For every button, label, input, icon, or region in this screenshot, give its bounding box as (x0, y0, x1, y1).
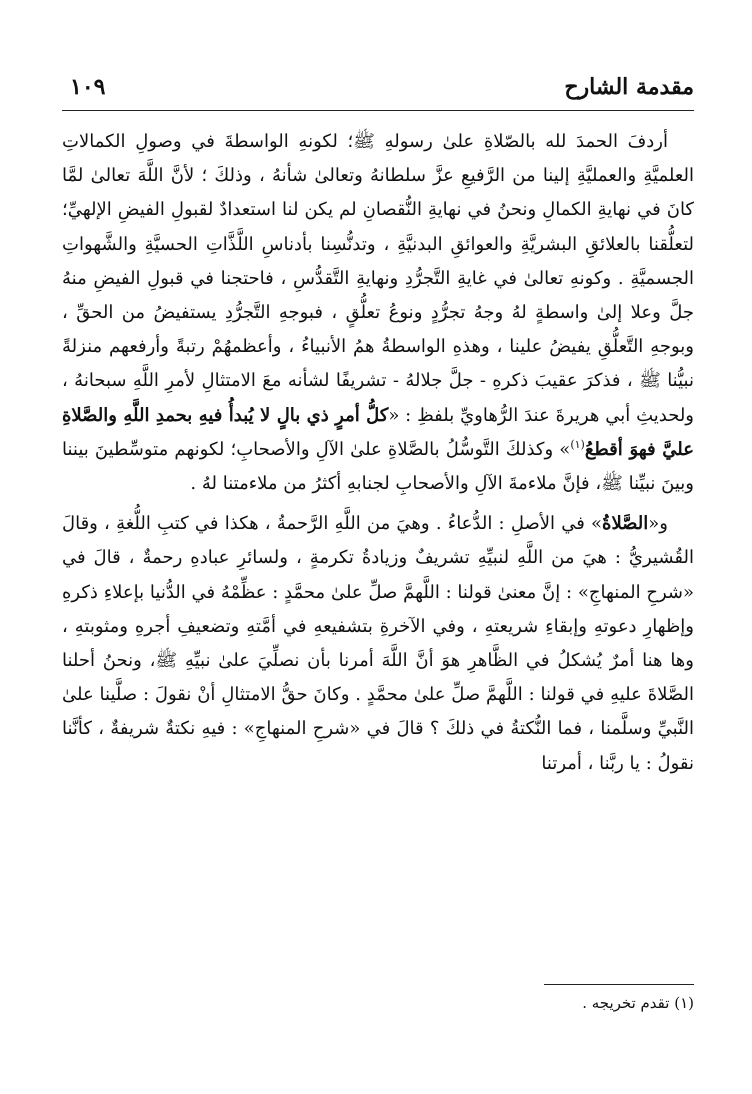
page-number: ١٠٩ (70, 74, 106, 100)
page-header (62, 70, 694, 111)
term-salah: الصَّلاةُ (602, 513, 649, 535)
chapter-title: مقدمة الشارح (564, 74, 694, 100)
paragraph-2-open-quote: و« (648, 513, 668, 535)
footnote-divider (544, 984, 694, 985)
paragraph-2-text: » في الأصلِ : الدُّعاءُ . وهيَ من اللَّهِ الرَّحمةُ ، هكذا في كتبِ اللُّغةِ ، وقالَ القُشيريُّ : هيَ من اللَّهِ لنبيِّهِ تشريفٌ وزيادةُ تكرمةٍ ، ولسائرِ عبادهِ رحمةٌ ، قالَ في «شرحِ المنهاجِ» : إنَّ معنىٰ قولنا : اللَّهمَّ صلِّ علىٰ محمَّدٍ : عظِّمْهُ في الدُّنيا بإعلاءِ ذكرهِ وإظهارِ دعوتهِ وإبقاءِ شريعتهِ ، وفي الآخرةِ بتشفيعهِ في أمَّتهِ وتضعيفِ أجرهِ ومثوبتهِ ، وها هنا أمرٌ يُشكلُ في الظَّاهرِ هوَ أنَّ اللَّهَ أمرنا بأن نصلِّيَ علىٰ نبيِّهِ ﷺ، ونحنُ أحلنا الصَّلاةَ عليهِ في قولنا : اللَّهمَّ صلِّ علىٰ محمَّدٍ . وكانَ حقُّ الامتثالِ أنْ نقولَ : صلَّينا علىٰ النَّبيِّ وسلَّمنا ، فما النُّكتةُ في ذلكَ ؟ قالَ في «شرحِ المنهاجِ» : فيهِ نكتةٌ شريفةٌ ، كأنَّنا نقولُ : يا ربَّنا ، أمرتنا (62, 513, 694, 774)
book-page (62, 70, 694, 1070)
paragraph-1 (62, 125, 694, 501)
main-text (62, 125, 694, 781)
hadith-quote: كلُّ أمرٍ ذي بالٍ لا يُبدأُ فيهِ بحمدِ اللَّهِ والصَّلاةِ عليَّ فهوَ أقطعُ (62, 404, 694, 460)
paragraph-1-text: أردفَ الحمدَ لله بالصّلاةِ علىٰ رسولهِ ﷺ؛ لكونهِ الواسطةَ في وصولِ الكمالاتِ العلميَّةِ والعمليَّةِ إلينا من الرَّفيعِ عزَّ سلطانهُ وتعالىٰ شأنهُ ، وذلكَ ؛ لأنَّ اللَّهَ تعالىٰ لمَّا كانَ في نهايةِ الكمالِ ونحنُ في نهايةِ النُّقصانِ لم يكن لنا استعدادٌ لقبولِ الفيضِ الإلهيِّ؛ لتعلُّقنا بالعلائقِ البشريَّةِ والعوائقِ البدنيَّةِ ، وتدنُّسِنا بأدناسِ اللَّذَّاتِ الحسيَّةِ والشَّهواتِ الجسميَّةِ . وكونهِ تعالىٰ في غايةِ التَّجرُّدِ ونهايةِ التَّقدُّسِ ، فاحتجنا في قبولِ الفيضِ منهُ جلَّ وعلا إلىٰ واسطةٍ لهُ وجهُ تجرُّدٍ ونوعُ تعلُّقٍ ، فبوجهِ التَّجرُّدِ يستفيضُ من الحقِّ ، وبوجهِ التَّعلُّقِ يفيضُ علينا ، وهذهِ الواسطةُ همُ الأنبياءُ ، وأعظمهُمْ رتبةً وأرفعهم منزلةً نبيُّنا ﷺ ، فذكرَ عقيبَ ذكرهِ - جلَّ جلالهُ - تشريفًا لشأنه معَ الامتثالِ لأمرِ اللَّهِ سبحانهُ ، ولحديثِ أبي هريرةَ عندَ الرُّهاويِّ بلفظِ : « (62, 131, 694, 426)
paragraph-2 (62, 507, 694, 781)
footnote: (١) تقدم تخريجه . (582, 994, 694, 1012)
footnote-mark: (١) (570, 437, 585, 451)
paragraph-1-continuation: » وكذلكَ التَّوسُّلُ بالصَّلاةِ علىٰ الآلِ والأصحابِ؛ لكونهم متوسِّطينَ بيننا وبينَ نبيِّنا ﷺ، فإنَّ ملاءمةَ الآلِ والأصحابِ لجنابهِ أكثرُ من ملاءمتنا لهُ . (62, 438, 694, 495)
